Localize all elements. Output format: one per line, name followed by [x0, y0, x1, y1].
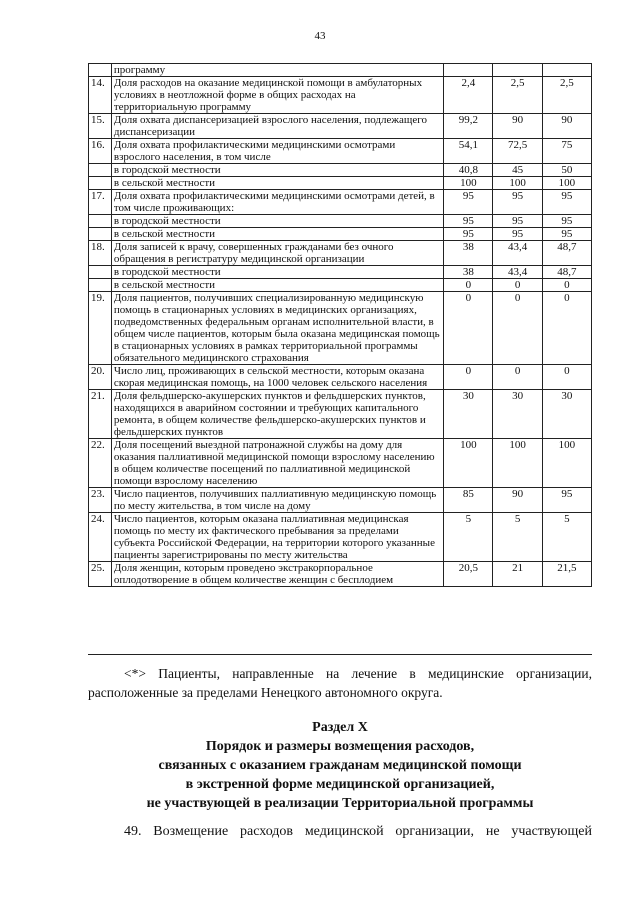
value-year-3: 50: [542, 164, 591, 177]
value-year-3: 0: [542, 292, 591, 365]
value-year-3: 75: [542, 139, 591, 164]
row-description: Доля охвата профилактическими медицинскими осмотрами детей, в том числе проживающих:: [111, 190, 443, 215]
value-year-2: 30: [493, 390, 542, 439]
value-year-1: [444, 64, 493, 77]
footnote: <*> Пациенты, направленные на лечение в медицинские организации, расположенные за пределами Ненецкого автономного округа.: [88, 666, 592, 700]
value-year-3: 2,5: [542, 77, 591, 114]
row-description: Доля посещений выездной патронажной службы на дому для оказания паллиативной медицинской помощи взрослому населению в общем количестве посещений по паллиативной медицинской помощи взрослому населению: [111, 439, 443, 488]
row-number: [89, 177, 112, 190]
value-year-2: 0: [493, 365, 542, 390]
table-row: [89, 241, 592, 266]
row-description: Доля пациентов, получивших специализированную медицинскую помощь в стационарных условиях в медицинских организациях, подведомственных федеральным органам исполнительной власти, в общем числе пациентов, которым была оказана медицинская помощь в стационарных условиях в рамках территориальной программы обязательного медицинского страхования: [111, 292, 443, 365]
table-row: [89, 177, 592, 190]
value-year-3: 95: [542, 215, 591, 228]
paragraph-49: 49. Возмещение расходов медицинской организации, не участвующей: [124, 824, 592, 839]
row-description: в сельской местности: [111, 228, 443, 241]
section-heading-line: связанных с оказанием гражданам медицинской помощи: [158, 758, 522, 773]
value-year-2: 2,5: [493, 77, 542, 114]
value-year-2: 95: [493, 228, 542, 241]
table-row: [89, 390, 592, 439]
value-year-3: 95: [542, 228, 591, 241]
table-row: [89, 488, 592, 513]
section-heading: [88, 737, 592, 813]
value-year-2: 100: [493, 177, 542, 190]
table-row: [89, 164, 592, 177]
row-description: Доля охвата профилактическими медицинскими осмотрами взрослого населения, в том числе: [111, 139, 443, 164]
value-year-2: 95: [493, 215, 542, 228]
value-year-3: 100: [542, 439, 591, 488]
value-year-1: 54,1: [444, 139, 493, 164]
row-number: [89, 266, 112, 279]
table-row: [89, 562, 592, 587]
value-year-2: 0: [493, 292, 542, 365]
value-year-2: 43,4: [493, 241, 542, 266]
value-year-2: 90: [493, 114, 542, 139]
row-description: Доля охвата диспансеризацией взрослого населения, подлежащего диспансеризации: [111, 114, 443, 139]
value-year-1: 5: [444, 513, 493, 562]
table-row: [89, 114, 592, 139]
value-year-3: 30: [542, 390, 591, 439]
value-year-1: 40,8: [444, 164, 493, 177]
value-year-1: 38: [444, 241, 493, 266]
row-description: в городской местности: [111, 266, 443, 279]
row-description: Число лиц, проживающих в сельской местности, которым оказана скорая медицинская помощь, на 1000 человек сельского населения: [111, 365, 443, 390]
value-year-1: 0: [444, 279, 493, 292]
value-year-1: 100: [444, 177, 493, 190]
table-row: [89, 365, 592, 390]
row-description: в городской местности: [111, 164, 443, 177]
value-year-1: 0: [444, 292, 493, 365]
row-description: Число пациентов, получивших паллиативную медицинскую помощь по месту жительства, в том числе на дому: [111, 488, 443, 513]
table-row: [89, 279, 592, 292]
value-year-3: 95: [542, 488, 591, 513]
row-number: 24.: [89, 513, 112, 562]
value-year-2: 0: [493, 279, 542, 292]
row-description: Доля расходов на оказание медицинской помощи в амбулаторных условиях в неотложной форме в общих расходах на территориальную программу: [111, 77, 443, 114]
value-year-1: 95: [444, 215, 493, 228]
value-year-1: 20,5: [444, 562, 493, 587]
value-year-3: 90: [542, 114, 591, 139]
value-year-1: 30: [444, 390, 493, 439]
value-year-2: 90: [493, 488, 542, 513]
value-year-3: 21,5: [542, 562, 591, 587]
table-row: [89, 439, 592, 488]
table-row: [89, 292, 592, 365]
row-number: 15.: [89, 114, 112, 139]
value-year-2: 72,5: [493, 139, 542, 164]
value-year-2: 43,4: [493, 266, 542, 279]
row-description: в сельской местности: [111, 279, 443, 292]
row-number: 14.: [89, 77, 112, 114]
table-row: [89, 266, 592, 279]
value-year-2: 45: [493, 164, 542, 177]
row-description: в городской местности: [111, 215, 443, 228]
value-year-3: 0: [542, 365, 591, 390]
table-row: [89, 64, 592, 77]
row-number: [89, 215, 112, 228]
table-row: [89, 139, 592, 164]
value-year-2: [493, 64, 542, 77]
row-description: программу: [111, 64, 443, 77]
value-year-3: 0: [542, 279, 591, 292]
row-number: [89, 64, 112, 77]
row-number: 17.: [89, 190, 112, 215]
section-heading-line: в экстренной форме медицинской организацией,: [185, 777, 495, 792]
row-number: 25.: [89, 562, 112, 587]
row-number: [89, 228, 112, 241]
row-number: 23.: [89, 488, 112, 513]
value-year-1: 95: [444, 190, 493, 215]
table-row: [89, 513, 592, 562]
row-number: 16.: [89, 139, 112, 164]
row-description: в сельской местности: [111, 177, 443, 190]
value-year-1: 2,4: [444, 77, 493, 114]
value-year-1: 0: [444, 365, 493, 390]
section-heading-line: не участвующей в реализации Территориальной программы: [146, 796, 534, 811]
row-number: 20.: [89, 365, 112, 390]
value-year-3: 48,7: [542, 241, 591, 266]
table-row: [89, 228, 592, 241]
row-number: 21.: [89, 390, 112, 439]
row-description: Доля записей к врачу, совершенных гражданами без очного обращения в регистратуру медицинской организации: [111, 241, 443, 266]
value-year-3: 48,7: [542, 266, 591, 279]
row-number: [89, 164, 112, 177]
value-year-2: 21: [493, 562, 542, 587]
value-year-3: 95: [542, 190, 591, 215]
value-year-2: 95: [493, 190, 542, 215]
value-year-3: [542, 64, 591, 77]
row-description: Доля женщин, которым проведено экстракорпоральное оплодотворение в общем количестве женщин с бесплодием: [111, 562, 443, 587]
value-year-2: 5: [493, 513, 542, 562]
section-heading-line: Порядок и размеры возмещения расходов,: [205, 739, 475, 754]
value-year-1: 99,2: [444, 114, 493, 139]
section-title: Раздел X: [312, 720, 368, 735]
value-year-1: 85: [444, 488, 493, 513]
table-row: [89, 190, 592, 215]
row-number: [89, 279, 112, 292]
row-number: 19.: [89, 292, 112, 365]
row-number: 22.: [89, 439, 112, 488]
value-year-2: 100: [493, 439, 542, 488]
value-year-1: 38: [444, 266, 493, 279]
footnote-divider: [88, 654, 592, 655]
page-number: 43: [314, 30, 326, 42]
value-year-3: 5: [542, 513, 591, 562]
value-year-1: 95: [444, 228, 493, 241]
table-row: [89, 215, 592, 228]
indicators-table: [88, 63, 592, 587]
table-row: [89, 77, 592, 114]
row-number: 18.: [89, 241, 112, 266]
row-description: Доля фельдшерско-акушерских пунктов и фельдшерских пунктов, находящихся в аварийном состоянии и требующих капитального ремонта, в общем количестве фельдшерско-акушерских пунктов и фельдшерских пунктов: [111, 390, 443, 439]
row-description: Число пациентов, которым оказана паллиативная медицинская помощь по месту их фактического пребывания за пределами субъекта Российской Федерации, на территории которого указанные пациенты зарегистрированы по месту жительства: [111, 513, 443, 562]
value-year-1: 100: [444, 439, 493, 488]
value-year-3: 100: [542, 177, 591, 190]
